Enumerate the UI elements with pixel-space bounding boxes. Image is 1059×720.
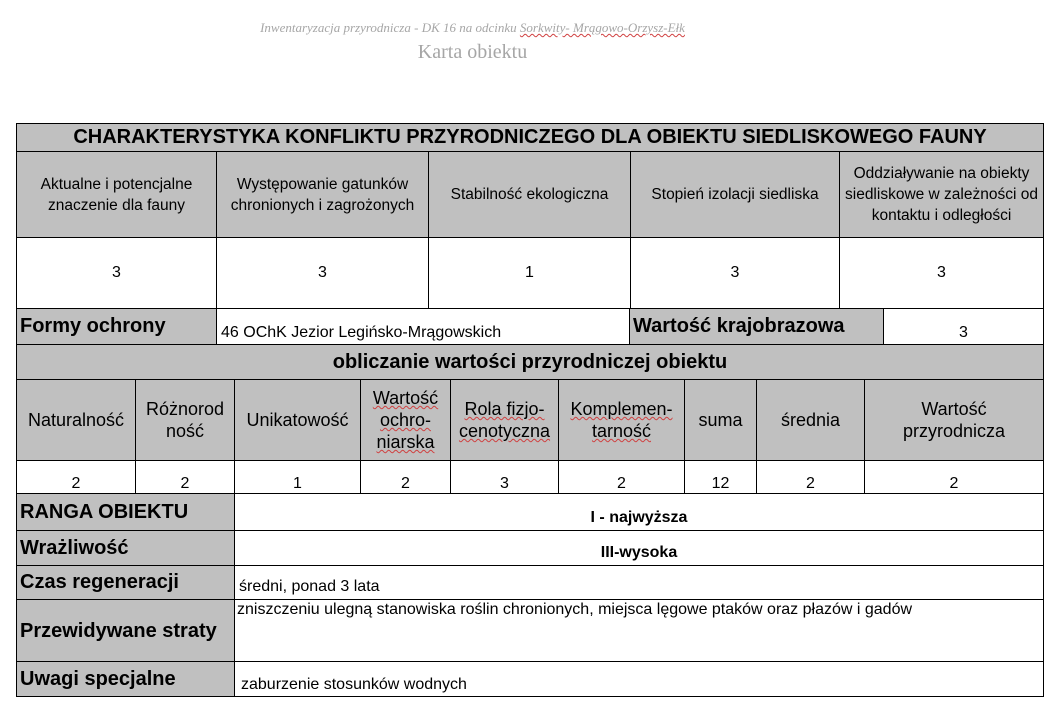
s2-value-suma: 12 [684,460,757,494]
s2-value-naturalnosc: 2 [16,460,136,494]
s2-value-unikatowosc: 1 [234,460,361,494]
s1-col-gatunki: Występowanie gatunków chronionych i zagrożonych [216,151,429,238]
s1-value-stabilnosc: 1 [428,237,631,309]
s1-col-fauna: Aktualne i potencjalne znaczenie dla fauny [16,151,217,238]
s2-col-suma: suma [684,379,757,461]
czas-regeneracji-label: Czas regeneracji [16,565,235,600]
wartosc-krajobrazowa-value: 3 [883,308,1044,345]
s2-col-fizjocenotyczna [450,379,559,461]
s2-col-naturalnosc: Naturalność [16,379,136,461]
s2-col-fizjocenotyczna-text: Rola fizjo-cenotyczna [458,399,551,441]
ranga-value: I - najwyższa [234,493,1044,531]
s2-value-wartosc-przyrodnicza: 2 [864,460,1044,494]
s2-col-komplementarnosc-text: Komplemen-tarność [570,399,673,441]
s2-col-ochroniarska-text: Wartość ochro-niarska [372,388,439,452]
header-prefix: Inwentaryzacja przyrodnicza - DK 16 na odcinku [260,20,520,35]
wartosc-krajobrazowa-label: Wartość krajobrazowa [629,308,884,345]
uwagi-specjalne-label: Uwagi specjalne [16,661,235,697]
s1-value-fauna: 3 [16,237,217,309]
s2-col-unikatowosc: Unikatowość [234,379,361,461]
s1-value-gatunki: 3 [216,237,429,309]
s2-col-ochroniarska [360,379,451,461]
formy-ochrony-text: 46 OChK Jezior Legińsko-Mrągowskich [221,324,502,341]
uwagi-specjalne-value: zaburzenie stosunków wodnych [234,661,1044,697]
document-subtitle: Karta obiektu [417,41,528,63]
przewidywane-straty-label: Przewidywane straty [16,599,235,662]
ranga-label: RANGA OBIEKTU [16,493,235,531]
s2-value-roznorodnosc: 2 [135,460,235,494]
s1-col-oddzialywanie: Oddziaływanie na obiekty siedliskowe w zależności od kontaktu i odległości [839,151,1044,238]
s2-col-srednia: średnia [756,379,865,461]
s2-col-komplementarnosc [558,379,685,461]
s2-value-ochroniarska: 2 [360,460,451,494]
wrazliwosc-label: Wrażliwość [16,530,235,566]
s1-value-oddzialywanie: 3 [839,237,1044,309]
s2-col-wartosc-przyrodnicza: Wartość przyrodnicza [864,379,1044,461]
header-route: Sorkwity- Mrągowo-Orzysz-Ełk [519,20,685,35]
s2-value-srednia: 2 [756,460,865,494]
formy-ochrony-value [216,308,630,345]
s2-value-komplementarnosc: 2 [558,460,685,494]
czas-regeneracji-value: średni, ponad 3 lata [234,565,1044,600]
s1-col-izolacja: Stopień izolacji siedliska [630,151,840,238]
s2-col-roznorodnosc: Różnorod ność [135,379,235,461]
section2-title: obliczanie wartości przyrodniczej obiektu [16,344,1044,380]
przewidywane-straty-value: zniszczeniu ulegną stanowiska roślin chronionych, miejsca lęgowe ptaków oraz płazów i gadów [234,599,1044,662]
formy-ochrony-label: Formy ochrony [16,308,217,345]
section1-title: CHARAKTERYSTYKA KONFLIKTU PRZYRODNICZEGO DLA OBIEKTU SIEDLISKOWEGO FAUNY [16,123,1044,152]
s1-value-izolacja: 3 [630,237,840,309]
wrazliwosc-value: III-wysoka [234,530,1044,566]
s2-value-fizjocenotyczna: 3 [450,460,559,494]
s1-col-stabilnosc: Stabilność ekologiczna [428,151,631,238]
document-header-line [0,20,945,36]
